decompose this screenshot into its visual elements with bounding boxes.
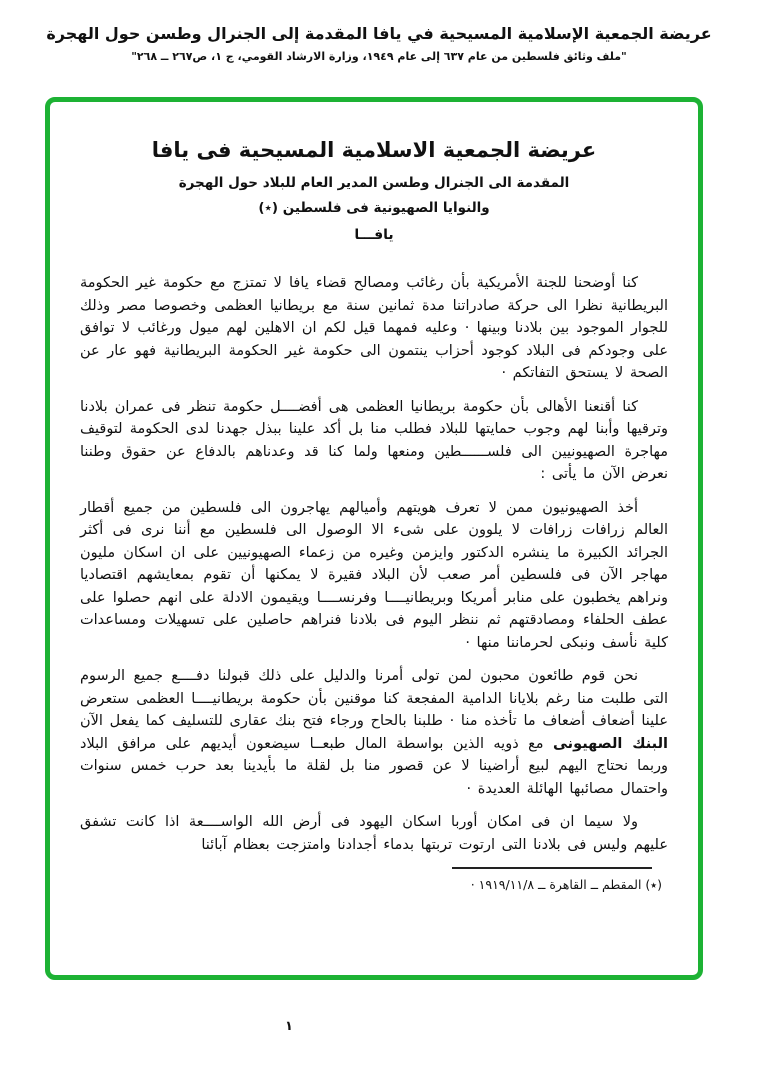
paragraph-text: كنا أوضحنا للجنة الأمريكية بأن رغائب ومصالح قضاء يافا لا تمتزج مع حكومة غير الحكومة البريطانية نظرا الى حركة صادراتنا مدة ثمانين سنة مع بريطانيا العظمى وخصوصا مصر وذلك للجوار الموجود بين بلادنا وبينها · وعليه فمهما قيل لكم ان الاهلين لهم ميول ورغائب لا توافق على وجودكم فى البلاد كوجود أحزاب ينتمون الى حكومة غير الحكومة البريطانية فهو عار عن الصحة لا يستحق التفاتكم · xyxy=(80,275,668,381)
footnote-divider xyxy=(452,867,652,869)
document-frame xyxy=(45,97,703,980)
paragraph-text: ولا سيما ان فى امكان أوربا اسكان اليهود فى أرض الله الواســــعة اذا كانت تشفق عليهم وليس فى بلادنا التى ارتوت تربتها بدماء أجدادنا وامتزجت بعظام آبائنا xyxy=(80,814,668,853)
document-paragraph xyxy=(80,665,668,800)
document-subtitle-2: والنوايا الصهيونية فى فلسطين (٭) xyxy=(258,200,490,216)
document-paragraph xyxy=(80,497,668,655)
page-header-source: "ملف وثائق فلسطين من عام ٦٣٧ إلى عام ١٩٤٩، وزارة الارشاد القومي، ج ١، ص٢٦٧ ــ ٢٦٨" xyxy=(131,50,627,63)
paragraph-text: مع ذويه الذين بواسطة المال طبعــا سيضعون أيديهم على مرافق البلاد وربما نحتاج اليهم لبيع أراضينا لا عن قصور منا بل لقلة ما بأيدينا بعد حرب خمس سنوات واحتمال مصائبها الهائلة العديدة · xyxy=(80,735,668,797)
footnote: (٭) المقطم ــ القاهرة ــ ١٩١٩/١١/٨ · xyxy=(470,877,662,892)
document-paragraph xyxy=(80,811,668,856)
page-header xyxy=(0,0,758,63)
document-paragraph xyxy=(80,396,668,486)
document-subtitle-1: المقدمة الى الجنرال وطسن المدير العام للبلاد حول الهجرة xyxy=(178,175,570,191)
page-header-title: عريضة الجمعية الإسلامية المسيحية في يافا المقدمة إلى الجنرال وطسن حول الهجرة xyxy=(46,24,712,43)
paragraph-text: كنا أقنعنا الأهالى بأن حكومة بريطانيا العظمى هى أفضــــل حكومة تنظر فى عمران بلادنا وترقيها وأبنا لهم وجوب حمايتها للبلاد فطلب منا بل أكد علينا ببذل جهدنا لدى الحكومة لتوقيف مهاجرة الصهيونيين الى فلســــــطين ومنعها ولما كنا قد وعدناهم بالدفاع عن حقوق وطننا نعرض الآن ما يأتى : xyxy=(80,398,668,482)
document-title: عريضة الجمعية الاسلامية المسيحية فى يافا xyxy=(151,138,597,162)
document-paragraph xyxy=(80,272,668,385)
paragraph-text: نحن قوم طائعون محبون لمن تولى أمرنا والدليل على ذلك قبولنا دفــــع جميع الرسوم التى طلبت منا رغم بلايانا الدامية المفجعة كنا موقنين بأن حكومة بريطانيــــا العظمى ستعرض علينا أضعاف أضعاف ما تأخذه منا · طلبنا بالحاح ورجاء فتح بنك عقارى للتسليف كما يفعل الآن xyxy=(80,668,668,729)
document-body xyxy=(80,272,668,856)
document-city: يافـــا xyxy=(354,227,394,243)
page-number: ١ xyxy=(285,1019,293,1034)
paragraph-text: أخذ الصهيونيون ممن لا تعرف هويتهم وأميالهم يهاجرون الى فلسطين من جميع أقطار العالم زرافات زرافات لا يلوون على شىء الا الوصول الى فلسطين مع أننا نرى فى أكثر الجرائد الكبيرة ما ينشره الدكتور وايزمن وغيره من زعماء الصهيونيين على ان اسكان مليون مهاجر الآن فى فلسطين أمر صعب لأن البلاد فقيرة لا يمكنها أن تقوم بمعايشهم اقتصاديا ونراهم يخطبون على منابر أمريكا وبريطانيــــا وفرنســــا ويقيمون الادلة على انهم حصلوا على عطف الحلفاء ومصادقتهم ثم ننظر اليوم فى بلادنا فنراهم حاصلين على تسهيلات ومساعدات كلية نأسف ونبكى لحرماننا منها · xyxy=(80,499,668,651)
emphasized-text: البنك الصهيونى xyxy=(552,735,668,752)
